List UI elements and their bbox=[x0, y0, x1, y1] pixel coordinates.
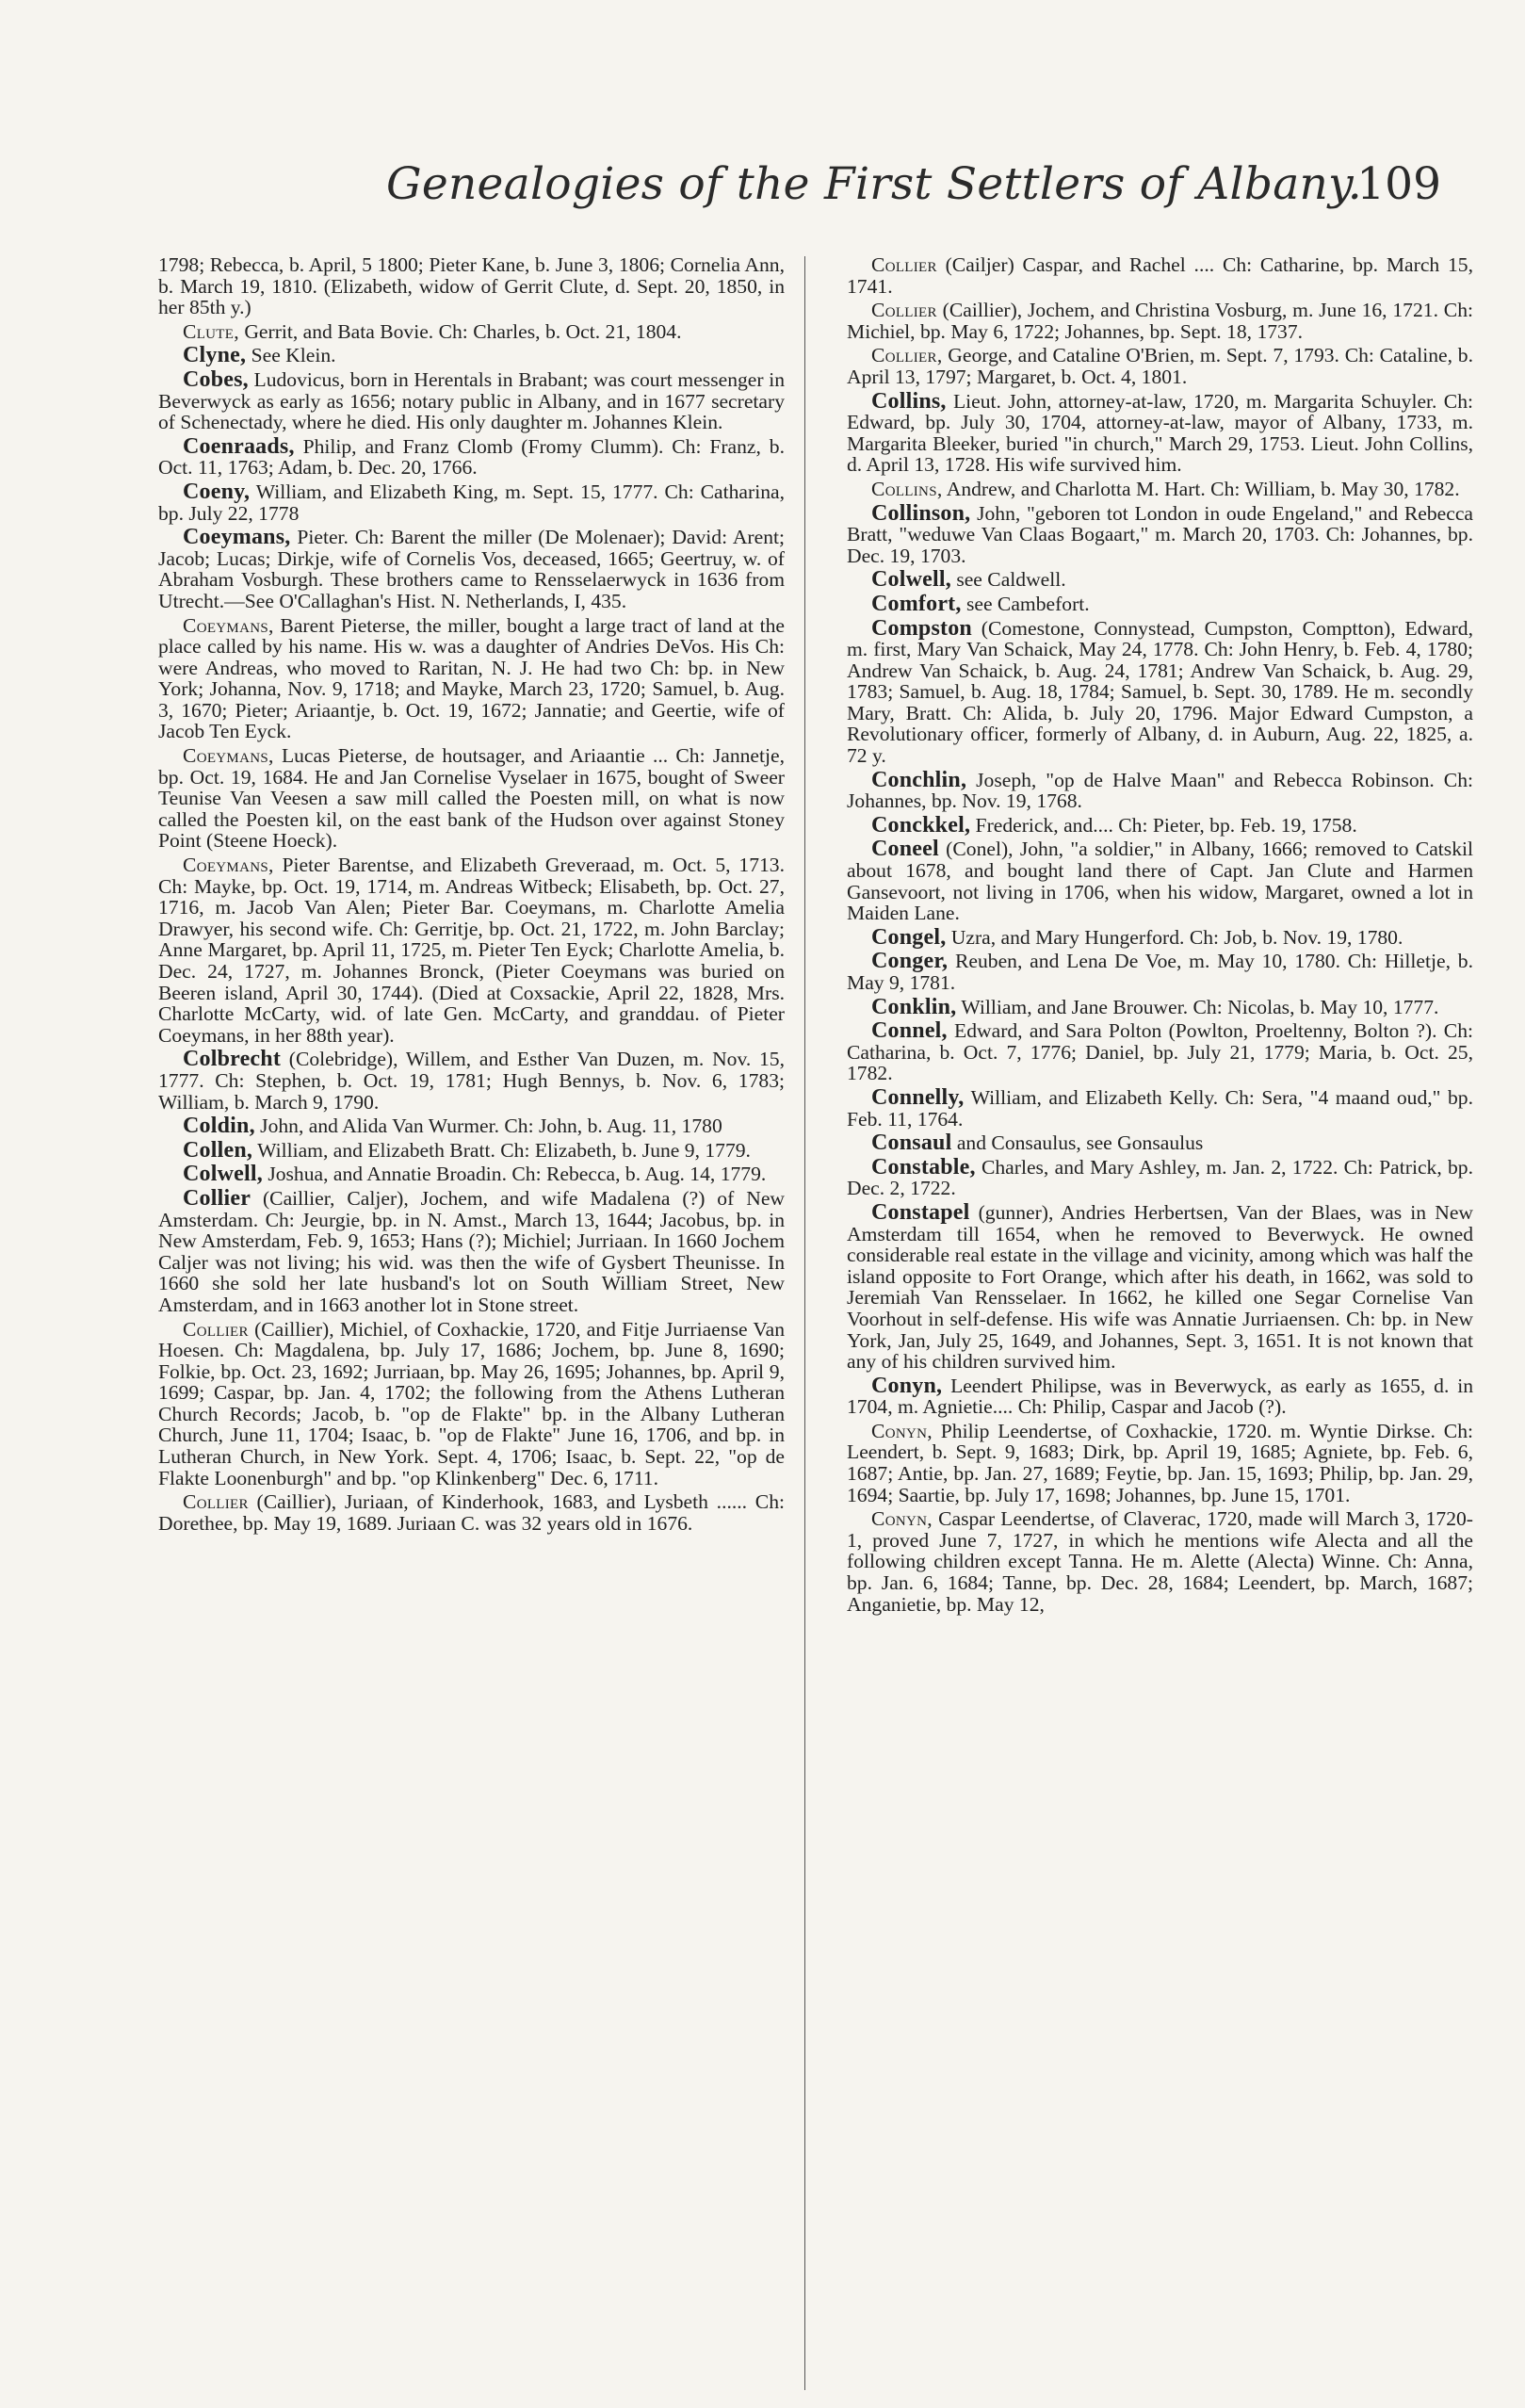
entry-text: Pieter Barentse, and Elizabeth Greveraad, m. Oct. 5, 1713. Ch: Mayke, bp. Oct. 19, 1714, m. Andreas Witbeck; Elisabeth, bp. Oct. 27, 1716, m. Jacob Van Alen; Pieter Bar. Coeymans, m. Charlotte Amelia Drawyer, his second wife. Ch: Gerritje, bp. Oct. 21, 1722, m. John Barclay; Anne Margaret, bp. April 11, 1725, m. Pieter Ten Eyck; Charlotte Amelia, b. Dec. 24, 1727, m. Johannes Bronck, (Pieter Coeymans was buried on Beeren island, April 30, 1744). (Died at Coxsackie, April 22, 1828, Mrs. Charlotte McCarty, wid. of late Gen. McCarty, and granddau. of Pieter Coeymans, in her 88th year). bbox=[158, 854, 785, 1047]
entry-headword: Constable, bbox=[871, 1154, 976, 1180]
genealogy-entry bbox=[847, 994, 1473, 1019]
entry-headword: Conger, bbox=[871, 949, 949, 974]
entry-text: (Caillier), Jochem, and Christina Vosburg, m. June 16, 1721. Ch: Michiel, bp. May 6, 1722; Johannes, bp. Sept. 18, 1737. bbox=[847, 299, 1473, 343]
entry-headword: Conckkel, bbox=[871, 812, 971, 838]
entry-text: (Caillier), Michiel, of Coxhackie, 1720, and Fitje Jurriaense Van Hoesen. Ch: Magdalena, bp. July 17, 1686; Jochem, bp. June 8, 1690; Folkie, bp. Oct. 23, 1692; Jurriaan, bp. May 26, 1695; Johannes, bp. April 9, 1699; Caspar, bp. Jan. 4, 1702; the following from the Athens Lutheran Church Records; Jacob, b. "op de Flakte" bp. in the Albany Lutheran Church, June 11, 1704; Isaac, b. "op de Flakte" June 16, 1706, and bp. in Lutheran Church, in New York. Sept. 4, 1706; Isaac, b. Sept. 22, "op de Flakte Loonenburgh" and bp. "op Klinkenberg" Dec. 6, 1711. bbox=[158, 1317, 785, 1489]
genealogy-entry bbox=[847, 300, 1473, 342]
entry-headword: Coenraads, bbox=[183, 433, 295, 459]
genealogy-entry bbox=[158, 1049, 785, 1113]
genealogy-entry bbox=[158, 615, 785, 743]
genealogy-entry bbox=[847, 500, 1473, 567]
entry-headword: Constapel bbox=[871, 1199, 970, 1225]
entry-text: Uzra, and Mary Hungerford. Ch: Job, b. Nov. 19, 1780. bbox=[946, 925, 1403, 949]
entry-text: William, and Jane Brouwer. Ch: Nicolas, b. May 10, 1777. bbox=[956, 995, 1439, 1018]
entry-headword: Collier bbox=[183, 1185, 251, 1211]
entry-text: William, and Elizabeth Kelly. Ch: Sera, "4 maand oud," bp. Feb. 11, 1764. bbox=[847, 1085, 1473, 1131]
entry-text: (Colebridge), Willem, and Esther Van Duzen, m. Nov. 15, 1777. Ch: Stephen, b. Oct. 19, 1781; Hugh Bennys, b. Nov. 6, 1783; William, b. March 9, 1790. bbox=[158, 1048, 785, 1114]
entry-text: Pieter. Ch: Barent the miller (De Molenaer); David: Arent; Jacob; Lucas; Dirkje, wife of Cornelis Vos, deceased, 1665; Geertruy, w. of Abraham Vosburgh. These brothers came to Rensselaerwyck in 1636 from Utrecht.—See O'Callaghan's Hist. N. Netherlands, I, 435. bbox=[158, 526, 785, 612]
genealogy-entry bbox=[158, 1137, 785, 1163]
entry-text: (gunner), Andries Herbertsen, Van der Blaes, was in New Amsterdam till 1654, when he removed to Beverwyck. He owned considerable real estate in the village and vicinity, among which was half the island opposite to Fort Orange, which after his death, in 1662, was sold to Jeremiah Van Rensselaer. In 1662, he killed one Segar Cornelise Van Voorhout in self-defense. His wife was Annatie Jurriaensen. Ch: bp. in New York, Jan, July 25, 1649, and Johannes, Sept. 3, 1651. It is not known that any of his children survived him. bbox=[847, 1200, 1473, 1374]
entry-text: Leendert Philipse, was in Beverwyck, as early as 1655, d. in 1704, m. Agnietie.... Ch: Philip, Caspar and Jacob (?). bbox=[847, 1374, 1473, 1419]
genealogy-entry bbox=[158, 1163, 785, 1185]
entry-text: John, "geboren tot London in oude Engeland," and Rebecca Bratt, "weduwe Van Claas Bogaart," m. March 20, 1703. Ch: Johannes, bp. Dec. 19, 1703. bbox=[847, 501, 1473, 567]
entry-text: Ludovicus, born in Herentals in Brabant; was court messenger in Beverwyck as early as 1656; notary public in Albany, and in 1677 secretary of Schenectady, where he died. His only daughter m. Johannes Klein. bbox=[158, 367, 785, 434]
entry-headword: Connelly, bbox=[871, 1084, 965, 1110]
entry-headword: Coeymans, bbox=[183, 744, 274, 768]
genealogy-entry bbox=[847, 924, 1473, 950]
genealogy-entry bbox=[158, 254, 785, 318]
entry-text: Barent Pieterse, the miller, bought a large tract of land at the place called by his name. His w. was a daughter of Andries DeVos. His Ch: were Andreas, who moved to Raritan, N. J. He had two Ch: bp. in New York; Johanna, Nov. 9, 1718; and Mayke, March 23, 1720; Samuel, b. Aug. 3, 1670; Pieter; Ariaantje, b. Oct. 19, 1672; Jannatie; and Geertie, wife of Jacob Ten Eyck. bbox=[158, 613, 785, 743]
entry-text: Frederick, and.... Ch: Pieter, bp. Feb. 19, 1758. bbox=[970, 813, 1357, 837]
page-number: 109 bbox=[1356, 158, 1441, 210]
genealogy-entry bbox=[847, 951, 1473, 993]
entry-text: (Caillier), Juriaan, of Kinderhook, 1683, and Lysbeth ...... Ch: Dorethee, bp. May 19, 1689. Juriaan C. was 32 years old in 1676. bbox=[158, 1490, 785, 1535]
entry-headword: Conyn, bbox=[871, 1419, 933, 1442]
entry-headword: Conklin, bbox=[871, 994, 957, 1019]
entry-text: Caspar Leendertse, of Claverac, 1720, made will March 3, 1720-1, proved June 7, 1727, in which he mentions wife Alecta and all the following children except Tanna. He m. Alette (Alecta) Winne. Ch: Anna, bp. Jan. 6, 1684; Tanne, bp. Dec. 28, 1684; Leendert, bp. March, 1687; Anganietie, bp. May 12, bbox=[847, 1507, 1473, 1616]
entry-headword: Colbrecht bbox=[183, 1047, 282, 1072]
genealogy-entry bbox=[847, 345, 1473, 387]
page-header bbox=[386, 158, 1441, 224]
entry-text: Lieut. John, attorney-at-law, 1720, m. Margarita Schuyler. Ch: Edward, bp. July 30, 1704, attorney-at-law, mayor of Albany, 1733, m. Margarita Bleeker, buried "in church," March 29, 1753. Lieut. John Collins, d. April 13, 1728. His wife survived him. bbox=[847, 389, 1473, 477]
genealogy-entry bbox=[847, 1199, 1473, 1374]
entry-text: Edward, and Sara Polton (Powlton, Proeltenny, Bolton ?). Ch: Catharina, b. Oct. 7, 1776; Daniel, bp. July 21, 1779; Maria, b. Oct. 25, 1782. bbox=[847, 1019, 1473, 1085]
entry-headword: Conyn, bbox=[871, 1507, 933, 1531]
genealogy-entry bbox=[158, 1491, 785, 1534]
entry-headword: Compston bbox=[871, 615, 972, 641]
genealogy-entry bbox=[847, 615, 1473, 768]
entry-headword: Collinson, bbox=[871, 500, 971, 526]
entry-headword: Connel, bbox=[871, 1018, 948, 1044]
entry-headword: Collier bbox=[871, 253, 937, 276]
entry-text: Gerrit, and Bata Bovie. Ch: Charles, b. Oct. 21, 1804. bbox=[238, 319, 682, 343]
entry-text: Reuben, and Lena De Voe, m. May 10, 1780. Ch: Hilletje, b. May 9, 1781. bbox=[847, 950, 1473, 994]
entry-headword: Comfort, bbox=[871, 591, 962, 616]
entry-headword: Coldin, bbox=[183, 1114, 255, 1139]
entry-headword: Coeny, bbox=[183, 479, 251, 504]
entry-headword: Collen, bbox=[183, 1137, 253, 1163]
entry-headword: Colwell, bbox=[871, 567, 951, 593]
entry-text: Charles, and Mary Ashley, m. Jan. 2, 1722. Ch: Patrick, bp. Dec. 2, 1722. bbox=[847, 1155, 1473, 1200]
entry-text: William, and Elizabeth King, m. Sept. 15, 1777. Ch: Catharina, bp. July 22, 1778 bbox=[158, 480, 785, 525]
genealogy-entry bbox=[158, 1185, 785, 1316]
genealogy-entry bbox=[158, 1115, 785, 1137]
genealogy-entry bbox=[158, 854, 785, 1046]
genealogy-entry bbox=[847, 1154, 1473, 1200]
entry-headword: Collier, bbox=[871, 344, 943, 367]
entry-headword: Coeymans, bbox=[183, 854, 274, 877]
genealogy-entry bbox=[847, 838, 1473, 923]
genealogy-entry bbox=[158, 481, 785, 524]
genealogy-entry bbox=[847, 1508, 1473, 1615]
entry-headword: Congel, bbox=[871, 924, 947, 950]
entry-headword: Collier bbox=[183, 1317, 249, 1341]
entry-text: See Klein. bbox=[246, 344, 336, 367]
entry-text: (Cailjer) Caspar, and Rachel .... Ch: Catharine, bp. March 15, 1741. bbox=[847, 253, 1473, 298]
entry-text: John, and Alida Van Wurmer. Ch: John, b. Aug. 11, 1780 bbox=[254, 1115, 722, 1138]
genealogy-entry bbox=[847, 591, 1473, 616]
entry-headword: Coeymans, bbox=[183, 613, 274, 637]
entry-headword: Conchlin, bbox=[871, 767, 967, 792]
entry-headword: Conyn, bbox=[871, 1373, 943, 1398]
entry-text: see Cambefort. bbox=[961, 592, 1090, 615]
genealogy-entry bbox=[847, 1084, 1473, 1131]
genealogy-entry bbox=[158, 321, 785, 343]
entry-text: 1798; Rebecca, b. April, 5 1800; Pieter Kane, b. June 3, 1806; Cornelia Ann, b. March 19, 1810. (Elizabeth, widow of Gerrit Clute, d. Sept. 20, 1850, in her 85th y.) bbox=[158, 253, 785, 319]
genealogy-entry bbox=[158, 345, 785, 366]
entry-text: Joseph, "op de Halve Maan" and Rebecca Robinson. Ch: Johannes, bp. Nov. 19, 1768. bbox=[847, 768, 1473, 813]
entry-headword: Collins, bbox=[871, 477, 943, 500]
genealogy-entry bbox=[847, 1375, 1473, 1418]
genealogy-entry bbox=[847, 1020, 1473, 1084]
entry-text: Philip, and Franz Clomb (Fromy Clumm). Ch: Franz, b. Oct. 11, 1763; Adam, b. Dec. 20, 1766. bbox=[158, 434, 785, 480]
genealogy-entry bbox=[847, 254, 1473, 297]
entry-headword: Colwell, bbox=[183, 1162, 263, 1187]
genealogy-entry bbox=[158, 366, 785, 434]
entry-headword: Coneel bbox=[871, 837, 939, 862]
genealogy-entry bbox=[847, 479, 1473, 500]
running-title: Genealogies of the First Settlers of Albany. bbox=[386, 158, 1362, 210]
entry-text: see Caldwell. bbox=[950, 568, 1066, 592]
entry-headword: Collins, bbox=[871, 388, 947, 414]
genealogy-entry bbox=[847, 812, 1473, 838]
entry-headword: Clyne, bbox=[183, 343, 247, 368]
entry-text: Joshua, and Annatie Broadin. Ch: Rebecca, b. Aug. 14, 1779. bbox=[262, 1163, 767, 1186]
entry-text: (Conel), John, "a soldier," in Albany, 1666; removed to Catskil about 1678, and bought land there of Capt. Jan Clute and Harmen Gansevoort, not living in 1706, when his widow, Margaret, owned a lot in Maiden Lane. bbox=[847, 838, 1473, 925]
column-divider bbox=[804, 256, 805, 2390]
genealogy-entry bbox=[847, 569, 1473, 591]
genealogy-entry bbox=[158, 433, 785, 480]
genealogy-entry bbox=[847, 388, 1473, 477]
genealogy-entry bbox=[158, 1319, 785, 1489]
entry-headword: Coeymans, bbox=[183, 525, 291, 550]
genealogy-entry bbox=[158, 527, 785, 611]
entry-headword: Collier bbox=[871, 299, 937, 322]
genealogy-entry bbox=[847, 1132, 1473, 1154]
entry-text: and Consaulus, see Gonsaulus bbox=[951, 1131, 1204, 1155]
entry-text: Philip Leendertse, of Coxhackie, 1720. m. Wyntie Dirkse. Ch: Leendert, b. Sept. 9, 1683; Dirk, bp. April 19, 1685; Agniete, bp. Feb. 6, 1687; Antie, bp. Jan. 27, 1689; Feytie, bp. Jan. 15, 1693; Philip, bp. Jan. 29, 1694; Saartie, bp. July 17, 1698; Johannes, bp. June 15, 1701. bbox=[847, 1419, 1473, 1506]
genealogy-entry bbox=[847, 1421, 1473, 1505]
left-column bbox=[158, 254, 785, 1534]
entry-headword: Collier bbox=[183, 1490, 249, 1514]
entry-text: William, and Elizabeth Bratt. Ch: Elizabeth, b. June 9, 1779. bbox=[252, 1138, 751, 1162]
entry-text: Lucas Pieterse, de houtsager, and Ariaantie ... Ch: Jannetje, bp. Oct. 19, 1684. He and Jan Cornelise Vyselaer in 1675, bought of Sweer Teunise Van Veesen a saw mill called the Poesten mill, on what is now called the Poesten kil, on the east bank of the Hudson over against Stoney Point (Steene Hoeck). bbox=[158, 744, 785, 853]
entry-text: (Caillier, Caljer), Jochem, and wife Madalena (?) of New Amsterdam. Ch: Jeurgie, bp. in N. Amst., March 13, 1644; Jacobus, bp. in New Amsterdam, Feb. 9, 1653; Hans (?); Michiel; Jurriaan. In 1660 Jochem Caljer was not living; his wid. was then the wife of Gysbert Theunisse. In 1660 she sold her late husband's lot on South William Street, New Amsterdam, and in 1663 another lot in Stone street. bbox=[158, 1186, 785, 1316]
entry-headword: Consaul bbox=[871, 1131, 952, 1156]
entry-text: George, and Cataline O'Brien, m. Sept. 7, 1793. Ch: Cataline, b. April 13, 1797; Margaret, b. Oct. 4, 1801. bbox=[847, 344, 1473, 388]
entry-text: Andrew, and Charlotta M. Hart. Ch: William, b. May 30, 1782. bbox=[942, 477, 1460, 500]
entry-text: (Comestone, Connystead, Cumpston, Comptton), Edward, m. first, Mary Van Schaick, May 24, 1778. Ch: John Henry, b. Feb. 4, 1780; Andrew Van Schaick, b. Aug. 24, 1781; Andrew Van Schaick, b. Aug. 29, 1783; Samuel, b. Aug. 18, 1784; Samuel, b. Sept. 30, 1789. He m. secondly Mary, Bratt. Ch: Alida, b. July 20, 1796. Major Edward Cumpston, a Revolutionary officer, formerly of Albany, d. in Auburn, Aug. 22, 1825, a. 72 y. bbox=[847, 616, 1473, 768]
right-column bbox=[847, 254, 1473, 1615]
entry-headword: Clute, bbox=[183, 319, 239, 343]
entry-headword: Cobes, bbox=[183, 366, 249, 392]
genealogy-entry bbox=[847, 767, 1473, 813]
genealogy-entry bbox=[158, 745, 785, 852]
